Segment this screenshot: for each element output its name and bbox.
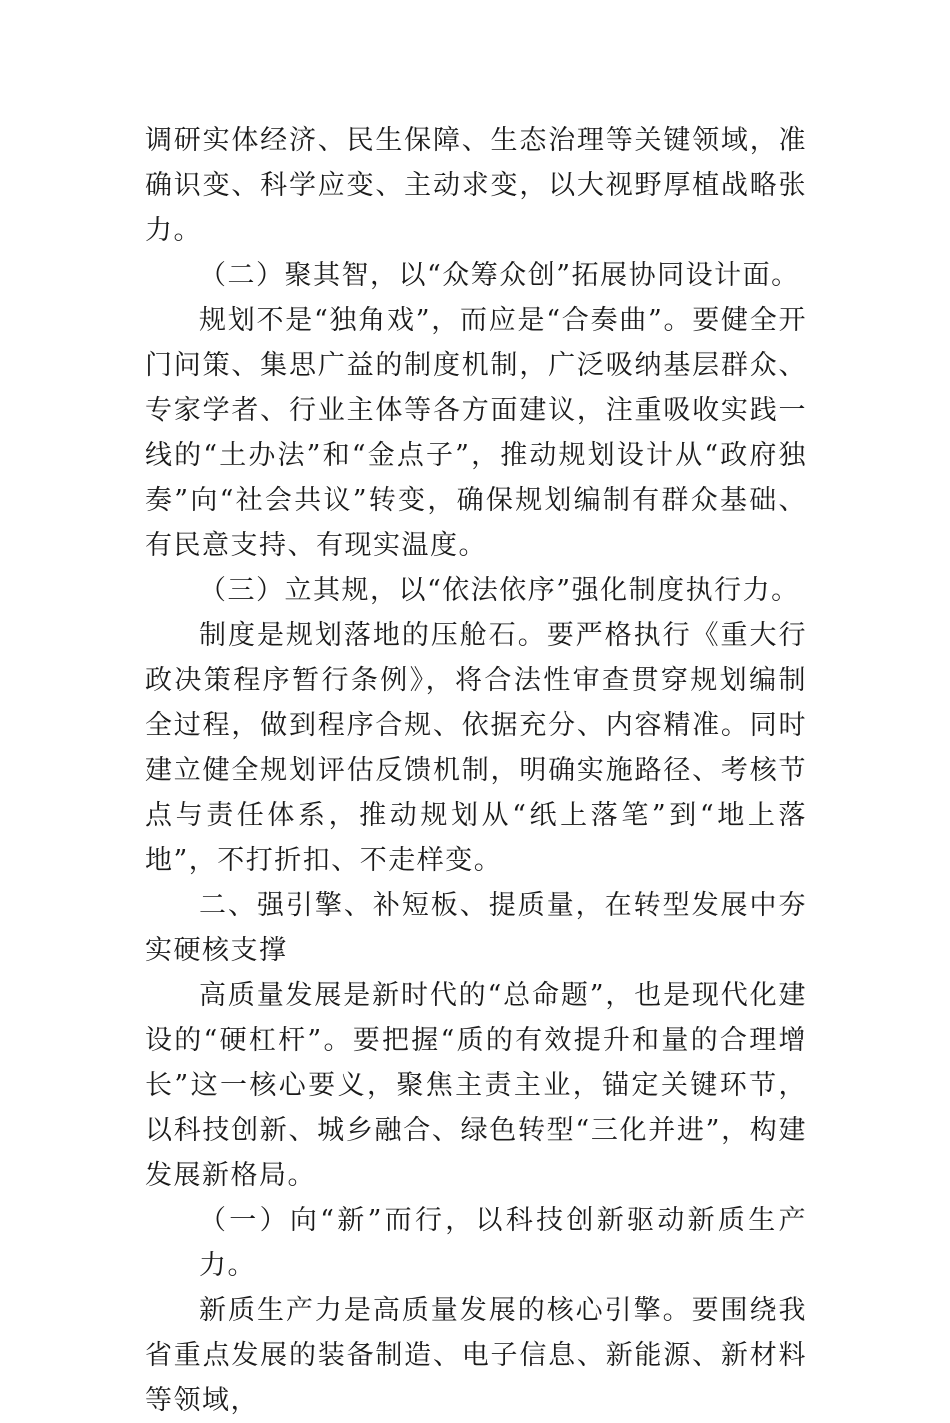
subheading-2: （二）聚其智，以“众筹众创”拓展协同设计面。 xyxy=(199,260,800,291)
document-body xyxy=(145,118,807,1423)
paragraph-continuation: 调研实体经济、民生保障、生态治理等关键领域，准确识变、科学应变、主动求变，以大视野厚植战略张力。 xyxy=(145,125,807,246)
subheading-1: （一）向“新”而行，以科技创新驱动新质生产力。 xyxy=(199,1205,807,1281)
subheading-3: （三）立其规，以“依法依序”强化制度执行力。 xyxy=(199,575,800,606)
paragraph-high-quality: 高质量发展是新时代的“总命题”，也是现代化建设的“硬杠杆”。要把握“质的有效提升和量的合理增长”这一核心要义，聚焦主责主业，锚定关键环节，以科技创新、城乡融合、绿色转型“三化并进”，构建发展新格局。 xyxy=(145,980,807,1191)
paragraph-planning: 规划不是“独角戏”，而应是“合奏曲”。要健全开门问策、集思广益的制度机制，广泛吸纳基层群众、专家学者、行业主体等各方面建议，注重吸收实践一线的“土办法”和“金点子”，推动规划设计从“政府独奏”向“社会共议”转变，确保规划编制有群众基础、有民意支持、有现实温度。 xyxy=(145,305,807,561)
section-heading-2: 二、强引擎、补短板、提质量，在转型发展中夯实硬核支撑 xyxy=(145,890,807,966)
paragraph-new-productivity: 新质生产力是高质量发展的核心引擎。要围绕我省重点发展的装备制造、电子信息、新能源、新材料等领域， xyxy=(145,1295,807,1416)
paragraph-system: 制度是规划落地的压舱石。要严格执行《重大行政决策程序暂行条例》，将合法性审查贯穿规划编制全过程，做到程序合规、依据充分、内容精准。同时建立健全规划评估反馈机制，明确实施路径、考核节点与责任体系，推动规划从“纸上落笔”到“地上落地”，不打折扣、不走样变。 xyxy=(145,620,807,876)
